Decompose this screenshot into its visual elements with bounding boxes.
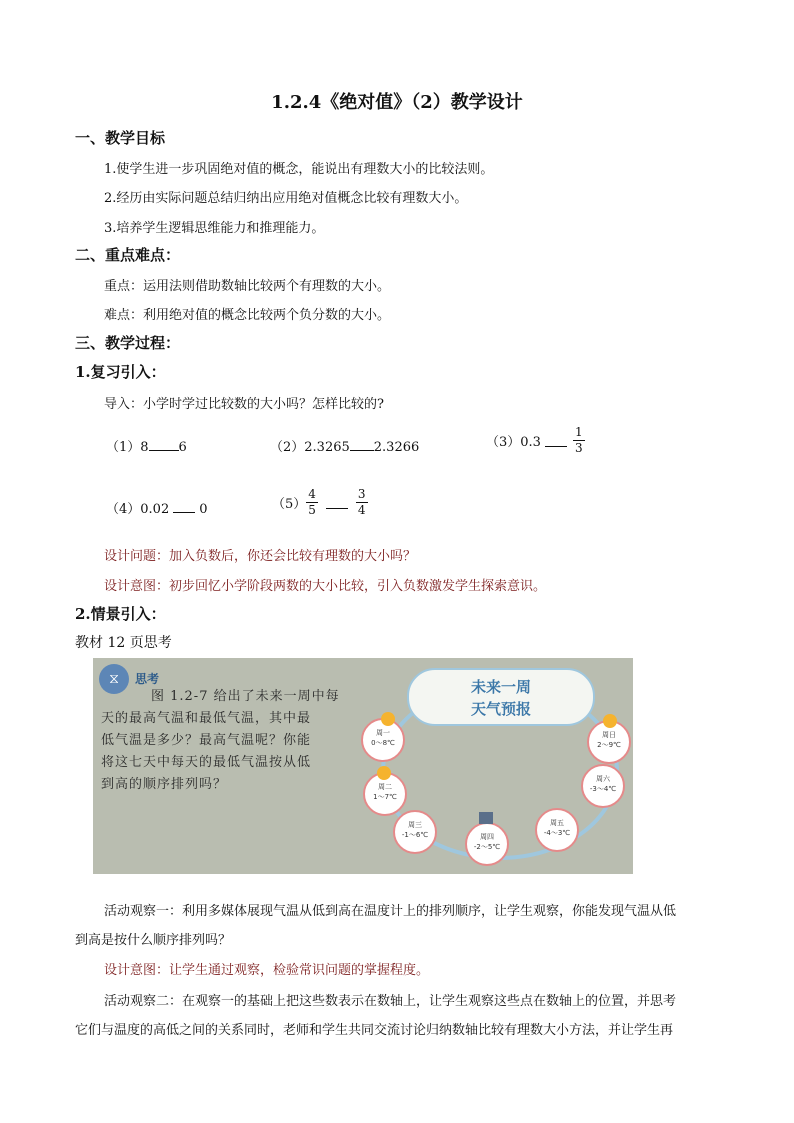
textbook-line-5: 到高的顺序排列吗？ (101, 777, 228, 792)
day-circle-wed (393, 810, 437, 854)
day-name: 周六 (596, 775, 610, 783)
textbook-line-3: 低气温是多少？最高气温呢？你能 (101, 733, 312, 748)
fraction (306, 487, 318, 518)
activity-2-line-2: 它们与温度的高低之间的关系同时，老师和学生共同交流讨论归纳数轴比较有理数大小方法，并让学生再 (75, 1023, 674, 1038)
activity-1-line-1: 活动观察一：利用多媒体展现气温从低到高在温度计上的排列顺序，让学生观察，你能发现气温从低 (104, 904, 677, 919)
activity-1-line-2: 到高是按什么顺序排列吗？ (75, 933, 232, 948)
fraction (356, 487, 368, 518)
day-circle-fri (535, 808, 579, 852)
sun-icon (381, 712, 395, 726)
day-circle-thu (465, 822, 509, 866)
answer-blank[interactable] (173, 500, 195, 513)
day-name: 周四 (480, 833, 494, 841)
question-1-right: 6 (178, 440, 187, 455)
day-temp: -2～5℃ (473, 843, 501, 851)
forecast-title-line-1: 未来一周 (470, 678, 531, 696)
day-circle-sat (581, 764, 625, 808)
day-temp: -4～3℃ (543, 829, 571, 837)
subsection-heading-scene: 2.情景引入： (75, 605, 166, 623)
goal-item-3: 3.培养学生逻辑思维能力和推理能力。 (104, 221, 325, 236)
fraction-numerator: 4 (308, 487, 316, 501)
question-5 (272, 487, 368, 518)
forecast-title-line-2: 天气预报 (470, 700, 531, 718)
day-name: 周三 (408, 821, 422, 829)
sun-icon (603, 714, 617, 728)
rain-icon (479, 812, 493, 824)
section-heading-key-points: 二、重点难点： (75, 246, 181, 264)
think-label: 思考 (135, 672, 160, 686)
textbook-line-2: 天的最高气温和最低气温，其中最 (101, 711, 312, 726)
section-heading-goals: 一、教学目标 (75, 129, 166, 147)
fraction-denominator: 4 (357, 503, 366, 517)
fraction-numerator: 3 (357, 487, 366, 501)
question-3 (486, 425, 585, 456)
key-point-text: 重点：运用法则借助数轴比较两个有理数的大小。 (104, 279, 391, 294)
fraction-denominator: 5 (308, 503, 316, 517)
goal-item-1: 1.使学生进一步巩固绝对值的概念，能说出有理数大小的比较法则。 (104, 162, 494, 177)
review-intro: 导入：小学时学过比较数的大小吗？怎样比较的? (104, 397, 384, 412)
question-4-label: （4）0.02 (106, 502, 170, 517)
design-intent: 设计意图：初步回忆小学阶段两数的大小比较，引入负数激发学生探索意识。 (104, 579, 547, 594)
answer-blank[interactable] (350, 438, 374, 451)
question-3-label: （3）0.3 (486, 435, 541, 450)
textbook-source: 教材 12 页思考 (75, 635, 172, 651)
question-1 (106, 436, 187, 455)
question-1-label: （1）8 (106, 440, 149, 455)
day-name: 周一 (376, 729, 390, 737)
day-temp: -1～6℃ (401, 831, 429, 839)
textbook-line-1: 图 1.2-7 给出了未来一周中每 (151, 689, 340, 704)
forecast-cloud (407, 668, 595, 726)
question-4-right: 0 (199, 502, 208, 517)
day-name: 周五 (550, 819, 564, 827)
fraction-numerator: 1 (574, 425, 583, 439)
think-icon: ⧖ (99, 664, 129, 694)
answer-blank[interactable] (326, 496, 348, 509)
textbook-line-4: 将这七天中每天的最低气温按从低 (101, 755, 312, 770)
day-temp: -3～4℃ (589, 785, 617, 793)
textbook-image (93, 658, 633, 874)
question-2 (270, 436, 419, 455)
design-question: 设计问题：加入负数后，你还会比较有理数的大小吗？ (104, 549, 417, 564)
question-4 (106, 498, 208, 517)
section-heading-process: 三、教学过程： (75, 334, 181, 352)
fraction (573, 425, 585, 456)
question-2-right: 2.3266 (373, 440, 420, 455)
subsection-heading-review: 1.复习引入： (75, 363, 166, 381)
sun-icon (377, 766, 391, 780)
question-5-label: （5） (272, 497, 307, 512)
answer-blank[interactable] (149, 438, 179, 451)
answer-blank[interactable] (545, 434, 567, 447)
difficult-point-text: 难点：利用绝对值的概念比较两个负分数的大小。 (104, 308, 391, 323)
document-title: 1.2.4《绝对值》（2）教学设计 (271, 92, 523, 113)
day-temp: 0～8℃ (371, 739, 395, 747)
day-name: 周二 (378, 783, 392, 791)
activity-2-line-1: 活动观察二：在观察一的基础上把这些数表示在数轴上，让学生观察这些点在数轴上的位置，并思考 (104, 994, 677, 1009)
fraction-denominator: 3 (574, 441, 583, 455)
design-intent-2: 设计意图：让学生通过观察，检验常识问题的掌握程度。 (104, 963, 430, 978)
day-temp: 1～7℃ (373, 793, 397, 801)
day-name: 周日 (602, 731, 616, 739)
forecast-title (409, 676, 593, 720)
day-temp: 2～9℃ (597, 741, 621, 749)
question-2-label: （2）2.3265 (270, 440, 350, 455)
goal-item-2: 2.经历由实际问题总结归纳出应用绝对值概念比较有理数大小。 (104, 191, 468, 206)
